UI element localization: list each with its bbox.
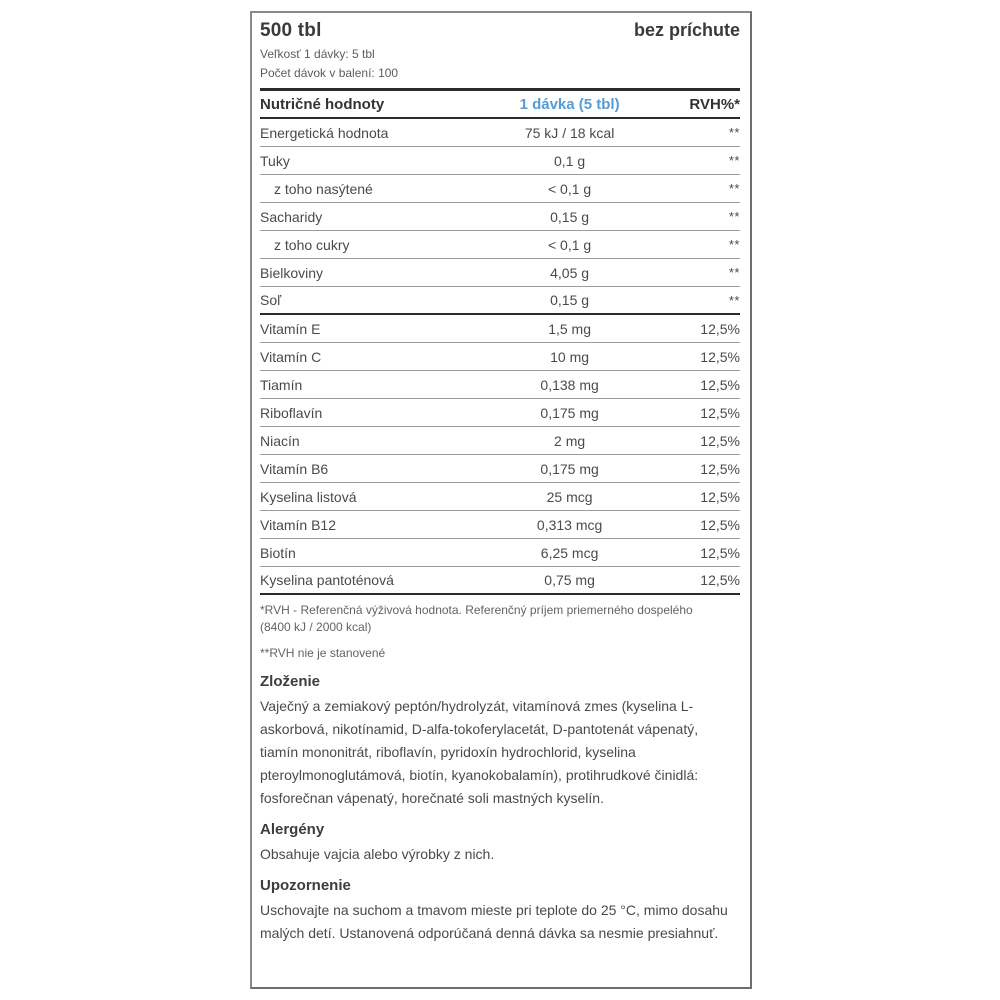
column-header-dose: 1 dávka (5 tbl) xyxy=(519,95,620,113)
nutrient-row xyxy=(260,511,740,539)
nutrient-name: Bielkoviny xyxy=(260,264,324,281)
nutrient-name: Vitamín B6 xyxy=(260,460,329,477)
product-size: 500 tbl xyxy=(260,20,322,41)
nutrient-value: 1,5 mg xyxy=(548,320,591,337)
flavor-name: bez príchute xyxy=(633,20,740,40)
nutrient-rvh: 12,5% xyxy=(700,348,740,365)
footnote-rvh-not-set: **RVH nie je stanovené xyxy=(260,646,386,660)
nutrient-row xyxy=(260,203,740,231)
nutrient-name: Kyselina listová xyxy=(260,488,357,505)
footnote-rvh-definition: *RVH - Referenčná výživová hodnota. Referenčný príjem priemerného dospelého (8400 kJ / 2000 kcal) xyxy=(260,603,693,634)
nutrient-row xyxy=(260,399,740,427)
section-heading-ingredients: Zloženie xyxy=(260,673,321,690)
section-body-allergens: Obsahuje vajcia alebo výrobky z nich. xyxy=(260,846,495,862)
servings-per-pack: Počet dávok v balení: 100 xyxy=(260,66,399,80)
nutrient-value: 2 mg xyxy=(554,432,586,449)
nutrient-value: 0,175 mg xyxy=(540,404,599,421)
label-header xyxy=(260,20,740,42)
nutrient-row xyxy=(260,427,740,455)
nutrient-rvh: 12,5% xyxy=(700,516,740,533)
nutrient-name: z toho cukry xyxy=(274,236,350,253)
nutrient-rvh: ** xyxy=(728,125,740,140)
nutrient-name: Kyselina pantoténová xyxy=(260,572,394,588)
nutrient-value: 0,175 mg xyxy=(540,460,599,477)
nutrient-row xyxy=(260,455,740,483)
section-body-ingredients: Vaječný a zemiakový peptón/hydrolyzát, vitamínová zmes (kyselina L-askorbová, nikotínamid, D-alfa-tokoferylacetát, D-pantotenát vápenatý, tiamín mononitrát, riboflavín, pyridoxín hydrochlorid, kyselina pteroylmonoglutámová, biotín, kyanokobalamín), protihrudkové činidlá: fosforečnan vápenatý, horečnaté soli mastných kyselín. xyxy=(260,698,699,806)
serving-size: Veľkosť 1 dávky: 5 tbl xyxy=(260,47,375,61)
section-heading-warning: Upozornenie xyxy=(260,877,351,894)
nutrient-name: Vitamín E xyxy=(260,320,321,337)
nutrient-rvh: 12,5% xyxy=(700,572,740,588)
nutrient-rvh: 12,5% xyxy=(700,404,740,421)
nutrient-value: 0,1 g xyxy=(554,152,586,169)
nutrient-value: 0,15 g xyxy=(550,292,590,308)
nutrient-rvh: 12,5% xyxy=(700,544,740,561)
nutrient-name: Vitamín C xyxy=(260,348,322,365)
nutrient-value: 0,138 mg xyxy=(540,376,599,393)
table-header-row xyxy=(260,88,740,119)
nutrient-name: Biotín xyxy=(260,544,296,561)
nutrient-rvh: 12,5% xyxy=(700,376,740,393)
nutrient-name: Tuky xyxy=(260,152,290,169)
nutrient-value: 0,15 g xyxy=(550,208,590,225)
nutrient-rvh: ** xyxy=(728,153,740,168)
table-body xyxy=(260,119,740,595)
nutrient-name: Energetická hodnota xyxy=(260,124,389,141)
nutrient-row xyxy=(260,567,740,595)
nutrient-rvh: ** xyxy=(728,292,740,308)
nutrition-label xyxy=(250,11,752,989)
column-header-nutrient: Nutričné hodnoty xyxy=(260,95,385,113)
nutrient-name: Niacín xyxy=(260,432,300,449)
nutrient-row xyxy=(260,231,740,259)
column-header-rvh: RVH%* xyxy=(689,95,740,113)
nutrient-value: 10 mg xyxy=(550,348,590,365)
nutrient-value: 4,05 g xyxy=(550,264,590,281)
nutrient-row xyxy=(260,315,740,343)
nutrient-value: 0,75 mg xyxy=(544,572,595,588)
nutrient-value: 75 kJ / 18 kcal xyxy=(524,124,615,141)
nutrient-value: 25 mcg xyxy=(546,488,593,505)
nutrient-rvh: 12,5% xyxy=(700,320,740,337)
nutrient-row xyxy=(260,539,740,567)
nutrient-name: Soľ xyxy=(260,292,282,308)
nutrient-row xyxy=(260,483,740,511)
nutrient-value: 0,313 mcg xyxy=(536,516,603,533)
nutrient-rvh: ** xyxy=(728,265,740,280)
nutrient-name: Vitamín B12 xyxy=(260,516,337,533)
nutrient-value: < 0,1 g xyxy=(547,180,592,197)
nutrient-row xyxy=(260,175,740,203)
nutrient-rvh: ** xyxy=(728,237,740,252)
section-body-warning: Uschovajte na suchom a tmavom mieste pri teplote do 25 °C, mimo dosahu malých detí. Ustanovená odporúčaná denná dávka sa nesmie presiahnuť. xyxy=(260,902,728,941)
nutrient-rvh: 12,5% xyxy=(700,488,740,505)
nutrient-name: z toho nasýtené xyxy=(274,180,373,197)
nutrient-name: Riboflavín xyxy=(260,404,323,421)
section-heading-allergens: Alergény xyxy=(260,821,325,838)
nutrient-rvh: 12,5% xyxy=(700,432,740,449)
nutrient-row xyxy=(260,287,740,315)
nutrient-row xyxy=(260,343,740,371)
nutrient-row xyxy=(260,147,740,175)
nutrient-name: Sacharidy xyxy=(260,208,323,225)
nutrient-row xyxy=(260,371,740,399)
nutrient-rvh: ** xyxy=(728,209,740,224)
nutrition-table xyxy=(260,88,740,595)
nutrient-row xyxy=(260,119,740,147)
nutrient-value: < 0,1 g xyxy=(547,236,592,253)
nutrient-name: Tiamín xyxy=(260,376,303,393)
nutrient-rvh: ** xyxy=(728,181,740,196)
nutrient-rvh: 12,5% xyxy=(700,460,740,477)
nutrient-row xyxy=(260,259,740,287)
nutrient-value: 6,25 mcg xyxy=(540,544,599,561)
